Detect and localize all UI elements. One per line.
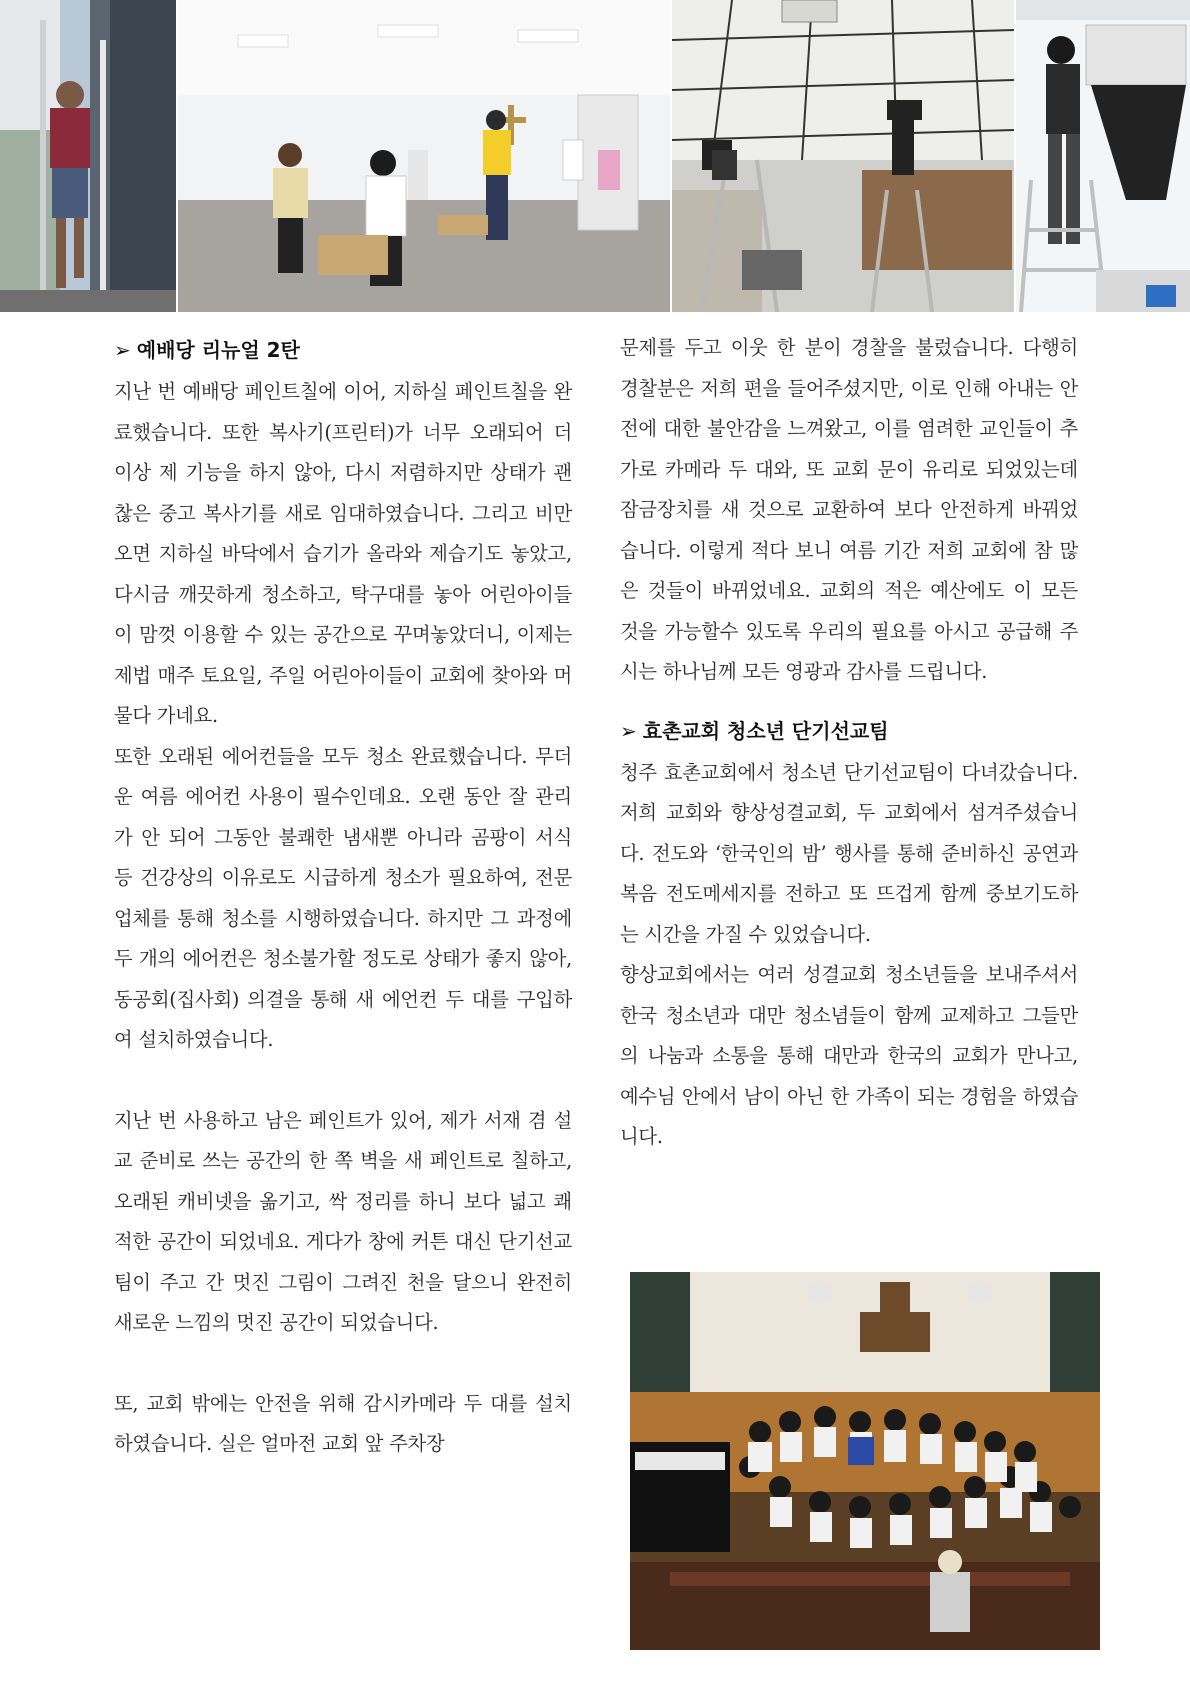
exterior-ladder-photo: [0, 0, 176, 312]
section-title: 예배당 리뉴얼 2탄: [136, 338, 300, 362]
paragraph: 청주 효촌교회에서 청소년 단기선교팀이 다녀갔습니다. 저희 교회와 향상성결교회, 두 교회에서 섬겨주셨습니다. 전도와 ‘한국인의 밤’ 행사를 통해 준비하신 공연과 복음 전도메세지를 전하고 또 뜨겁게 함께 중보기도하는 시간을 가질 수 있었습니다.: [620, 760, 1078, 946]
left-column: [114, 334, 572, 1465]
paragraph: 지난 번 사용하고 남은 페인트가 있어, 제가 서재 겸 설교 준비로 쓰는 공간의 한 쪽 벽을 새 페인트로 칠하고, 오래된 캐비넷을 옮기고, 싹 정리를 하니 보다 넓고 쾌적한 공간이 되었네요. 게다가 창에 커튼 대신 단기선교팀이 주고 간 멋진 그림이 그려진 천을 달으니 완전히 새로운 느낌의 멋진 공간이 되었습니다.: [114, 1108, 572, 1334]
painting-room-photo: [178, 0, 670, 312]
paragraph: 향상교회에서는 여러 성결교회 청소년들을 보내주셔서 한국 청소년과 대만 청소념들이 함께 교제하고 그들만의 나눔과 소통을 통해 대만과 한국의 교회가 만나고, 예수님 안에서 남이 아닌 한 가족이 되는 경험을 하였습니다.: [620, 963, 1078, 1148]
aircon-cleaning-photo: [1016, 0, 1190, 312]
arrow-bullet-icon: ➢: [620, 718, 637, 743]
youth-mission-team-photo: [630, 1272, 1100, 1650]
ceiling-work-photo: [672, 0, 1014, 312]
paragraph: 지난 번 예배당 페인트칠에 이어, 지하실 페인트칠을 완료했습니다. 또한 복사기(프린터)가 너무 오래되어 더 이상 제 기능을 하지 않아, 다시 저렴하지만 상태가 괜찮은 중고 복사기를 새로 임대하였습니다. 그리고 비만오면 지하실 바닥에서 습기가 올라와 제습기도 놓았고, 다시금 깨끗하게 청소하고, 탁구대를 놓아 어린아이들이 맘껏 이용할 수 있는 공간으로 꾸며놓았더니, 이제는 제법 매주 토요일, 주일 어린아이들이 교회에 찾아와 머물다 가네요.: [114, 380, 572, 727]
section-heading-mission-team: [620, 715, 1078, 747]
paragraph: 또한 오래된 에어컨들을 모두 청소 완료했습니다. 무더운 여름 에어컨 사용이 필수인데요. 오랜 동안 잘 관리가 안 되어 그동안 불쾌한 냄새뿐 아니라 곰팡이 서식 등 건강상의 이유로도 시급하게 청소가 필요하여, 전문업체를 통해 청소를 시행하였습니다. 하지만 그 과정에 두 개의 에어컨은 청소불가할 정도로 상태가 좋지 않아, 동공회(집사회) 의결을 통해 새 에언컨 두 대를 구입하여 설치하였습니다.: [114, 744, 572, 1051]
paragraph: 또, 교회 밖에는 안전을 위해 감시카메라 두 대를 설치하였습니다. 실은 얼마전 교회 앞 주차장: [114, 1391, 572, 1455]
right-column: [620, 334, 1078, 1158]
section-heading-renewal: [114, 334, 572, 366]
arrow-bullet-icon: ➢: [114, 338, 131, 362]
paragraph: 문제를 두고 이웃 한 분이 경찰을 불렀습니다. 다행히 경찰분은 저희 편을 들어주셨지만, 이로 인해 아내는 안전에 대한 불안감을 느껴왔고, 이를 염려한 교인들이 추가로 카메라 두 대와, 또 교회 문이 유리로 되었있는데 잠금장치를 새 것으로 교환하여 보다 안전하게 바꿔었습니다. 이렇게 적다 보니 여름 기간 저희 교회에 참 많은 것들이 바뀌었네요. 교회의 적은 예산에도 이 모든 것을 가능할수 있도록 우리의 필요를 아시고 공급해 주시는 하나님께 모든 영광과 감사를 드립니다.: [620, 336, 1078, 683]
section-title: 효촌교회 청소년 단기선교팀: [642, 718, 889, 743]
